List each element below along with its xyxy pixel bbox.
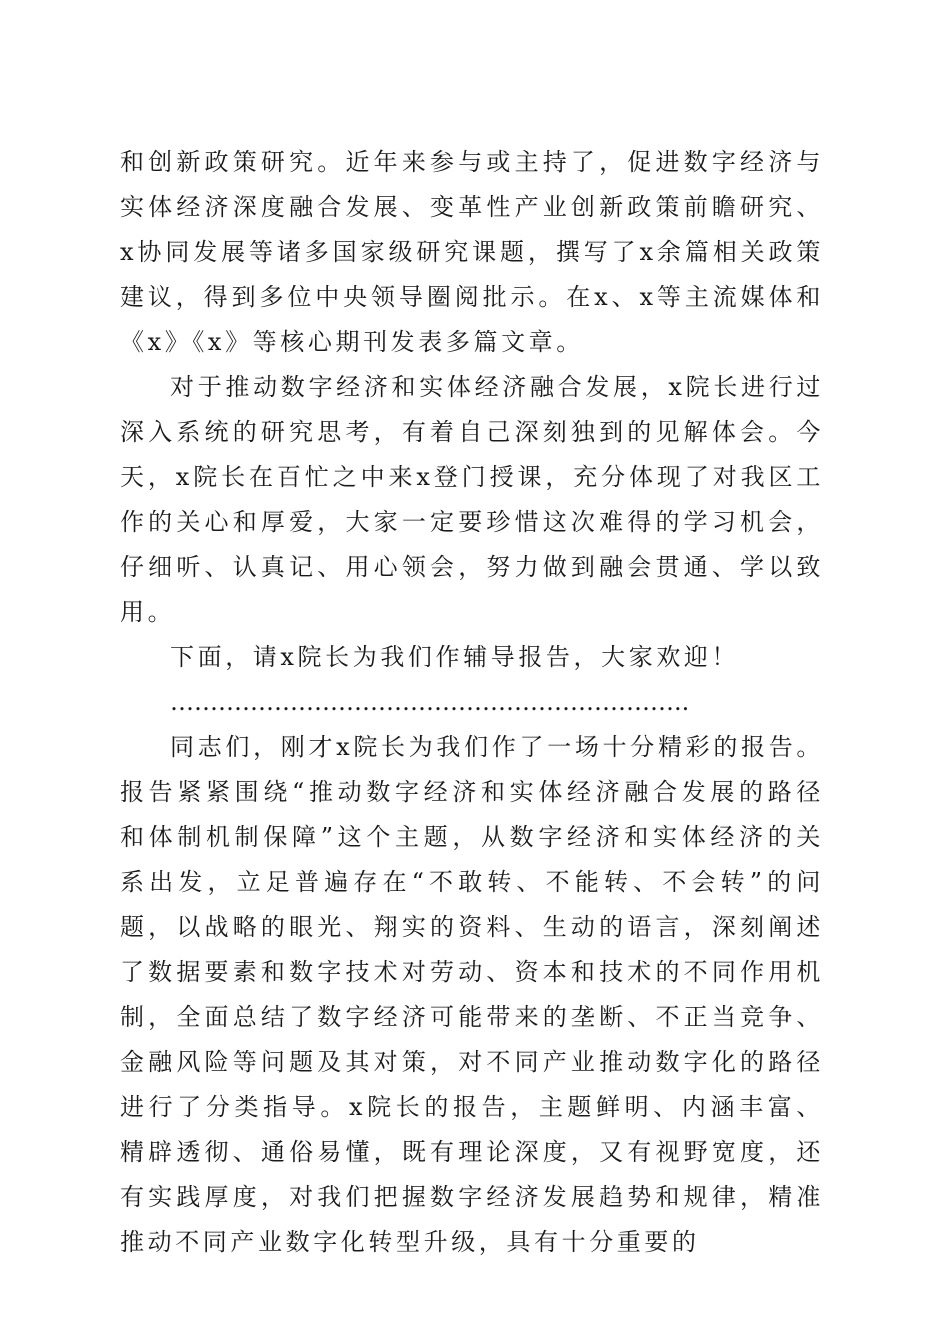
paragraph-intro-continued: 和创新政策研究。近年来参与或主持了，促进数字经济与实体经济深度融合发展、变革性产业创新政策前瞻研究、x协同发展等诸多国家级研究课题，撰写了x余篇相关政策建议，得到多位中央领导圈阅批示。在x、x等主流媒体和《x》《x》等核心期刊发表多篇文章。 (120, 148, 824, 356)
paragraph-welcome-invitation: 下面，请x院长为我们作辅导报告，大家欢迎！ (170, 643, 740, 671)
document-body (120, 140, 824, 1265)
ellipsis-separator: ……………………………………………………….. (170, 688, 690, 716)
paragraph-speaker-introduction: 对于推动数字经济和实体经济融合发展，x院长进行过深入系统的研究思考，有着自己深刻独到的见解体会。今天，x院长在百忙之中来x登门授课，充分体现了对我区工作的关心和厚爱，大家一定要珍惜这次难得的学习机会，仔细听、认真记、用心领会，努力做到融会贯通、学以致用。 (120, 373, 824, 626)
paragraph-report-summary: 同志们，刚才x院长为我们作了一场十分精彩的报告。报告紧紧围绕“推动数字经济和实体经济融合发展的路径和体制机制保障”这个主题，从数字经济和实体经济的关系出发，立足普遍存在“不敢转、不能转、不会转”的问题，以战略的眼光、翔实的资料、生动的语言，深刻阐述了数据要素和数字技术对劳动、资本和技术的不同作用机制，全面总结了数字经济可能带来的垄断、不正当竞争、金融风险等问题及其对策，对不同产业推动数字化的路径进行了分类指导。x院长的报告，主题鲜明、内涵丰富、精辟透彻、通俗易懂，既有理论深度，又有视野宽度，还有实践厚度，对我们把握数字经济发展趋势和规律，精准推动不同产业数字化转型升级，具有十分重要的 (120, 733, 824, 1256)
